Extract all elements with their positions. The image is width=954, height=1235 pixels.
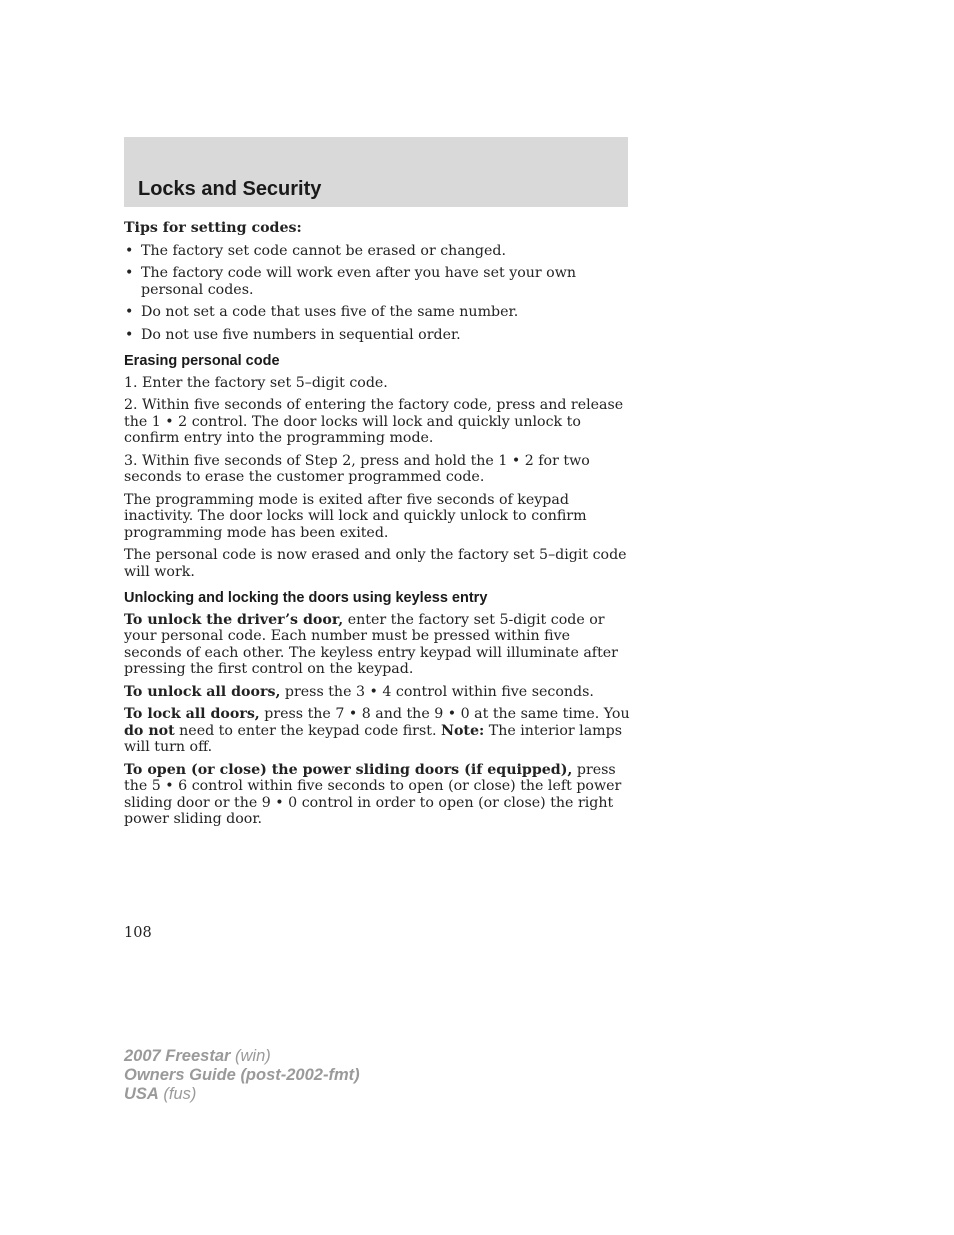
unlock-all-paragraph: To unlock all doors, press the 3 • 4 control within five seconds. — [124, 683, 594, 700]
erasing-paragraph: The personal code is now erased and only the factory set 5–digit code will work. — [124, 547, 627, 580]
document-footer — [124, 1047, 360, 1104]
keyless-heading: Unlocking and locking the doors using keyless entry — [124, 590, 488, 606]
erasing-heading: Erasing personal code — [124, 353, 280, 369]
section-title: Locks and Security — [138, 178, 322, 200]
page-content — [124, 220, 630, 834]
list-item: • Do not set a code that uses five of the same number. — [125, 304, 519, 320]
erasing-step-1: 1. Enter the factory set 5–digit code. — [124, 374, 388, 391]
page-number: 108 — [124, 925, 152, 941]
unlock-driver-paragraph: To unlock the driver’s door, enter the factory set 5-digit code or your personal code. Each number must be pressed within five seconds of each other. The keyless entry keypad will illuminate after pressing the first control on the keypad. — [124, 611, 618, 677]
tips-heading: Tips for setting codes: — [124, 220, 302, 236]
bullet-icon: • — [125, 326, 134, 343]
bullet-icon: • — [125, 242, 134, 259]
lock-all-paragraph: To lock all doors, press the 7 • 8 and the 9 • 0 at the same time. You do not need to enter the keypad code first. Note: The interior lamps will turn off. — [124, 706, 630, 755]
erasing-step-3: 3. Within five seconds of Step 2, press and hold the 1 • 2 for two seconds to erase the customer programmed code. — [124, 452, 590, 485]
list-item: • Do not use five numbers in sequential order. — [125, 326, 461, 343]
tips-list — [124, 243, 630, 344]
sliding-doors-paragraph: To open (or close) the power sliding doors (if equipped), press the 5 • 6 control within five seconds to open (or close) the left power sliding door or the 9 • 0 control in order to open (or close) the right power sliding door. — [124, 761, 622, 827]
bullet-icon: • — [125, 265, 134, 281]
bullet-icon: • — [125, 304, 134, 320]
erasing-paragraph: The programming mode is exited after five seconds of keypad inactivity. The door locks will lock and quickly unlock to confirm programming mode has been exited. — [124, 491, 587, 541]
list-item: • The factory set code cannot be erased or changed. — [125, 242, 506, 259]
list-item: • The factory code will work even after you have set your own personal codes. — [125, 265, 576, 298]
section-header — [124, 137, 628, 207]
erasing-step-2: 2. Within five seconds of entering the factory code, press and release the 1 • 2 control. The door locks will lock and quickly unlock to confirm entry into the programming mode. — [124, 397, 624, 446]
footer-line: USA (fus) — [124, 1085, 197, 1103]
footer-line: Owners Guide (post-2002-fmt) — [124, 1066, 360, 1084]
footer-line: 2007 Freestar (win) — [124, 1047, 271, 1065]
